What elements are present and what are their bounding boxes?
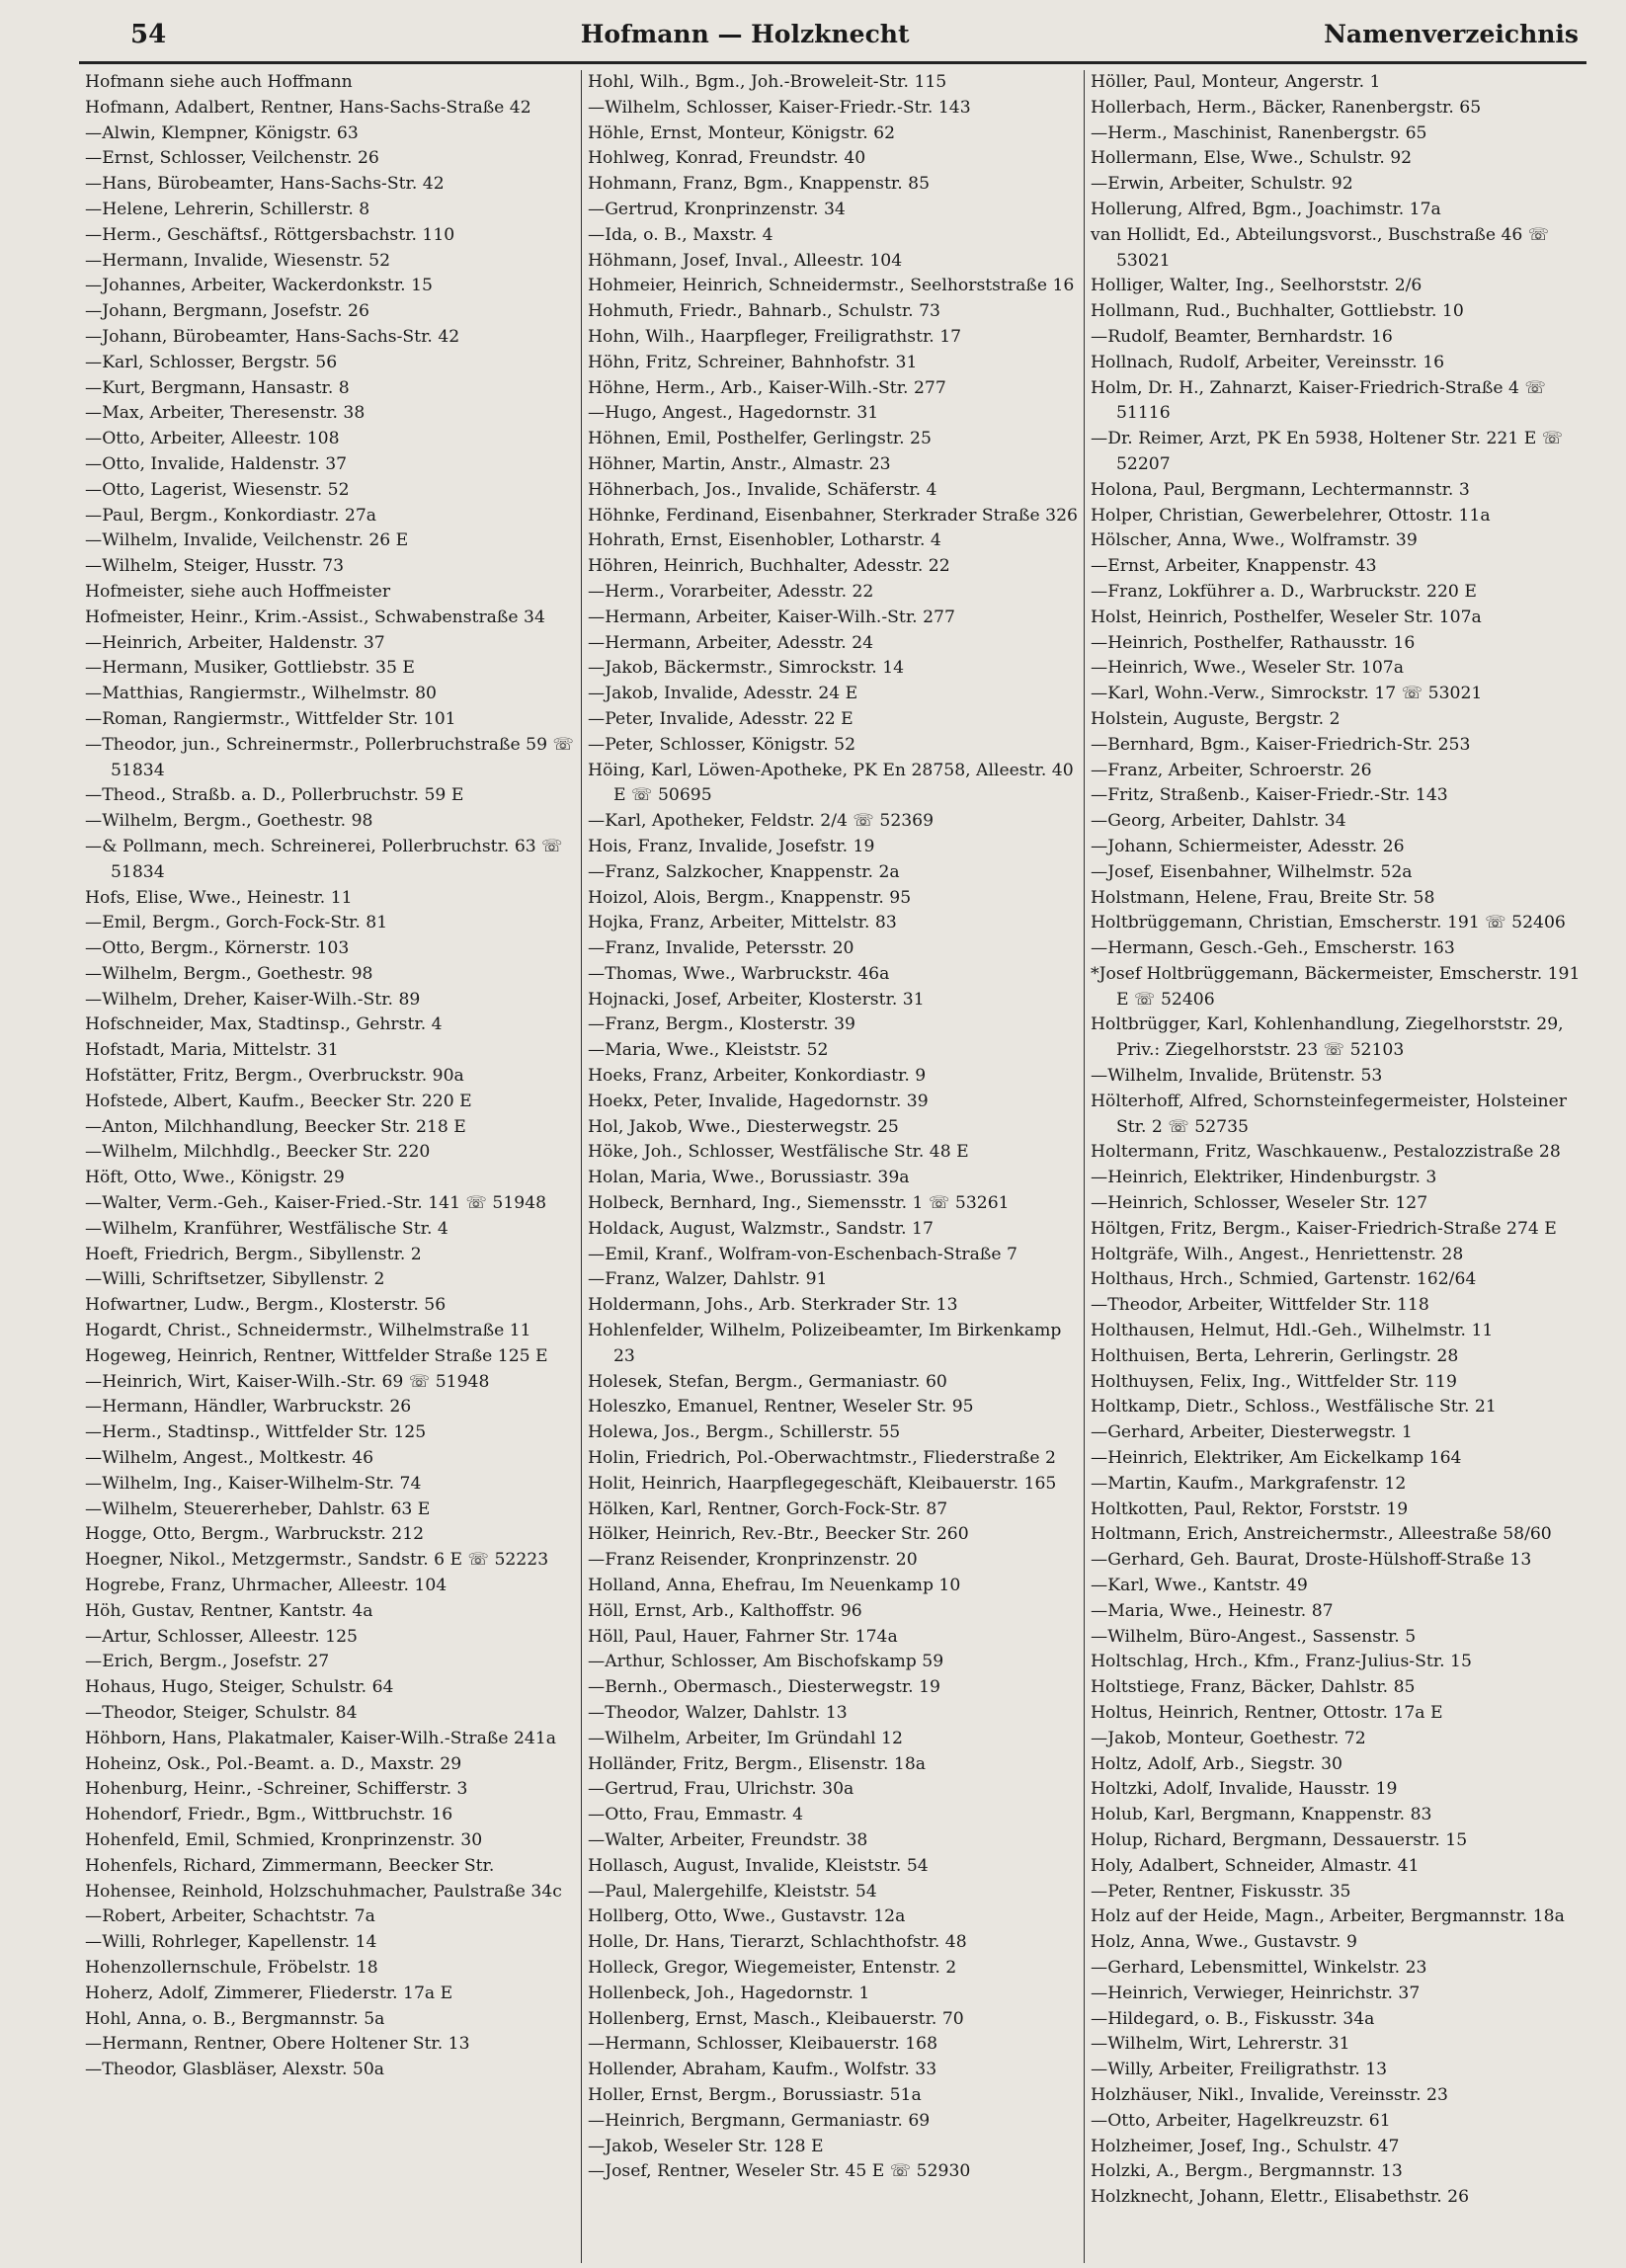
- directory-entry: Holle, Dr. Hans, Tierarzt, Schlachthofstr. 48: [588, 1932, 967, 1953]
- directory-entry: Holtschlag, Hrch., Kfm., Franz-Julius-Str. 15: [1091, 1652, 1472, 1672]
- directory-entry: Holz auf der Heide, Magn., Arbeiter, Bergmannstr. 18a: [1091, 1906, 1565, 1927]
- directory-entry: Hollberg, Otto, Wwe., Gustavstr. 12a: [588, 1906, 906, 1927]
- directory-entry: —Hans, Bürobeamter, Hans-Sachs-Str. 42: [85, 174, 445, 195]
- directory-entry: —Theodor, Steiger, Schulstr. 84: [85, 1703, 358, 1723]
- directory-entry: —Karl, Apotheker, Feldstr. 2/4 ☏ 52369: [588, 811, 935, 832]
- directory-entry: —Hermann, Arbeiter, Adesstr. 24: [588, 632, 874, 653]
- directory-entry: —Wilhelm, Milchhdlg., Beecker Str. 220: [85, 1142, 431, 1163]
- directory-entry: Hofmann siehe auch Hoffmann: [85, 72, 353, 92]
- directory-entry: Holtermann, Fritz, Waschkauenw., Pestalozzistraße 28: [1091, 1142, 1561, 1163]
- directory-entry: —Maria, Wwe., Heinestr. 87: [1091, 1600, 1334, 1621]
- column-2: [581, 70, 1084, 2263]
- directory-entry: —Franz, Invalide, Petersstr. 20: [588, 938, 854, 959]
- directory-entry: Hojka, Franz, Arbeiter, Mittelstr. 83: [588, 913, 897, 933]
- directory-entry: Höing, Karl, Löwen-Apotheke, PK En 28758, Alleestr. 40 E ☏ 50695: [588, 760, 1074, 806]
- directory-entry: Holz, Anna, Wwe., Gustavstr. 9: [1091, 1932, 1357, 1953]
- directory-entry: —Josef, Rentner, Weseler Str. 45 E ☏ 52930: [588, 2161, 971, 2182]
- directory-entry: —Ernst, Schlosser, Veilchenstr. 26: [85, 148, 379, 169]
- directory-entry: Holin, Friedrich, Pol.-Oberwachtmstr., Fliederstraße 2: [588, 1448, 1056, 1469]
- directory-entry: Hofschneider, Max, Stadtinsp., Gehrstr. 4: [85, 1014, 443, 1035]
- directory-entry: —Wilhelm, Bergm., Goethestr. 98: [85, 963, 373, 984]
- directory-entry: Höhn, Fritz, Schreiner, Bahnhofstr. 31: [588, 352, 918, 372]
- directory-entry: Holtstiege, Franz, Bäcker, Dahlstr. 85: [1091, 1677, 1416, 1698]
- directory-entry: Hogeweg, Heinrich, Rentner, Wittfelder Straße 125 E: [85, 1345, 548, 1366]
- directory-entry: Holtkotten, Paul, Rektor, Forststr. 19: [1091, 1498, 1409, 1519]
- directory-entry: —Georg, Arbeiter, Dahlstr. 34: [1091, 811, 1346, 832]
- directory-entry: —Hermann, Gesch.-Geh., Emscherstr. 163: [1091, 938, 1455, 959]
- directory-entry: Höll, Ernst, Arb., Kalthoffstr. 96: [588, 1600, 862, 1621]
- directory-entry: —Paul, Bergm., Konkordiastr. 27a: [85, 505, 377, 526]
- directory-entry: Holup, Richard, Bergmann, Dessauerstr. 15: [1091, 1829, 1468, 1850]
- directory-entry: Holler, Ernst, Bergm., Borussiastr. 51a: [588, 2084, 922, 2105]
- directory-entry: Hollnach, Rudolf, Arbeiter, Vereinsstr. 16: [1091, 352, 1445, 372]
- directory-entry: *Josef Holtbrüggemann, Bäckermeister, Emscherstr. 191 E ☏ 52406: [1091, 963, 1581, 1010]
- directory-entry: —Heinrich, Bergmann, Germaniastr. 69: [588, 2110, 931, 2131]
- directory-entry: Hofmeister, siehe auch Hoffmeister: [85, 581, 391, 602]
- directory-entry: —Robert, Arbeiter, Schachtstr. 7a: [85, 1906, 375, 1927]
- directory-entry: —Otto, Invalide, Haldenstr. 37: [85, 453, 348, 474]
- directory-entry: —Ida, o. B., Maxstr. 4: [588, 224, 773, 245]
- directory-entry: —Theodor, Glasbläser, Alexstr. 50a: [85, 2060, 385, 2080]
- directory-entry: Holona, Paul, Bergmann, Lechtermannstr. 3: [1091, 479, 1470, 500]
- directory-entry: —Franz, Lokführer a. D., Warbruckstr. 220 E: [1091, 581, 1477, 602]
- directory-entry: Holthausen, Helmut, Hdl.-Geh., Wilhelmstr. 11: [1091, 1321, 1494, 1341]
- page-header: [79, 20, 1586, 64]
- directory-entry: —Gerhard, Geh. Baurat, Droste-Hülshoff-Straße 13: [1091, 1550, 1532, 1571]
- directory-entry: Hölken, Karl, Rentner, Gorch-Fock-Str. 87: [588, 1498, 948, 1519]
- directory-entry: Holm, Dr. H., Zahnarzt, Kaiser-Friedrich-Straße 4 ☏ 51116: [1091, 377, 1546, 424]
- directory-entry: —Herm., Maschinist, Ranenbergstr. 65: [1091, 122, 1427, 143]
- directory-entry: Holzknecht, Johann, Elettr., Elisabethstr. 26: [1091, 2187, 1470, 2208]
- directory-entry: Holper, Christian, Gewerbelehrer, Ottostr. 11a: [1091, 505, 1491, 526]
- directory-entry: —Wilhelm, Invalide, Veilchenstr. 26 E: [85, 530, 409, 551]
- directory-entry: —Paul, Malergehilfe, Kleiststr. 54: [588, 1881, 877, 1902]
- directory-entry: —Josef, Eisenbahner, Wilhelmstr. 52a: [1091, 861, 1413, 882]
- directory-entry: Hoizol, Alois, Bergm., Knappenstr. 95: [588, 887, 912, 908]
- directory-entry: —Hermann, Rentner, Obere Holtener Str. 13: [85, 2034, 470, 2055]
- directory-entry: —Willi, Schriftsetzer, Sibyllenstr. 2: [85, 1269, 385, 1290]
- column-1: [79, 70, 581, 2263]
- directory-entry: —Peter, Invalide, Adesstr. 22 E: [588, 708, 854, 729]
- page-number: 54: [130, 20, 167, 49]
- directory-entry: —Wilhelm, Dreher, Kaiser-Wilh.-Str. 89: [85, 989, 421, 1010]
- directory-entry: —Walter, Verm.-Geh., Kaiser-Fried.-Str. 141 ☏ 51948: [85, 1193, 547, 1214]
- directory-entry: Hoeks, Franz, Arbeiter, Konkordiastr. 9: [588, 1066, 927, 1087]
- directory-entry: —Fritz, Straßenb., Kaiser-Friedr.-Str. 143: [1091, 785, 1448, 806]
- directory-entry: Holub, Karl, Bergmann, Knappenstr. 83: [1091, 1805, 1432, 1825]
- directory-entry: —Karl, Schlosser, Bergstr. 56: [85, 352, 338, 372]
- directory-entry: —Ernst, Arbeiter, Knappenstr. 43: [1091, 556, 1377, 577]
- directory-entry: Hohmuth, Friedr., Bahnarb., Schulstr. 73: [588, 301, 940, 322]
- directory-entry: Höhle, Ernst, Monteur, Königstr. 62: [588, 122, 896, 143]
- directory-entry: —Dr. Reimer, Arzt, PK En 5938, Holtener Str. 221 E ☏ 52207: [1091, 429, 1564, 474]
- directory-entry: Hohn, Wilh., Haarpfleger, Freiligrathstr. 17: [588, 326, 962, 347]
- directory-entry: —Otto, Bergm., Körnerstr. 103: [85, 938, 350, 959]
- directory-entry: —Gertrud, Kronprinzenstr. 34: [588, 199, 846, 219]
- directory-entry: Holbeck, Bernhard, Ing., Siemensstr. 1 ☏ 53261: [588, 1193, 1010, 1214]
- directory-entry: —Wilhelm, Bergm., Goethestr. 98: [85, 811, 373, 832]
- directory-entry: —Johann, Schiermeister, Adesstr. 26: [1091, 836, 1405, 856]
- directory-entry: Holtbrüggemann, Christian, Emscherstr. 191 ☏ 52406: [1091, 913, 1566, 933]
- directory-entry: —Franz, Salzkocher, Knappenstr. 2a: [588, 861, 900, 882]
- directory-entry: —Maria, Wwe., Kleiststr. 52: [588, 1040, 829, 1061]
- directory-entry: Hojnacki, Josef, Arbeiter, Klosterstr. 31: [588, 989, 925, 1010]
- directory-entry: Holstmann, Helene, Frau, Breite Str. 58: [1091, 887, 1435, 908]
- directory-entry: —Theodor, Walzer, Dahlstr. 13: [588, 1703, 848, 1723]
- directory-entry: Holtkamp, Dietr., Schloss., Westfälische Str. 21: [1091, 1397, 1497, 1418]
- directory-entry: Holzki, A., Bergm., Bergmannstr. 13: [1091, 2161, 1403, 2182]
- directory-entry: Holan, Maria, Wwe., Borussiastr. 39a: [588, 1168, 910, 1188]
- directory-entry: van Hollidt, Ed., Abteilungsvorst., Buschstraße 46 ☏ 53021: [1091, 224, 1550, 271]
- directory-entry: —Arthur, Schlosser, Am Bischofskamp 59: [588, 1652, 944, 1672]
- directory-entry: —Franz, Walzer, Dahlstr. 91: [588, 1269, 828, 1290]
- directory-entry: Höhnke, Ferdinand, Eisenbahner, Sterkrader Straße 326: [588, 505, 1078, 526]
- directory-entry: Hollenberg, Ernst, Masch., Kleibauerstr. 70: [588, 2008, 964, 2029]
- directory-entry: —Jakob, Monteur, Goethestr. 72: [1091, 1728, 1366, 1748]
- directory-entry: —Hildegard, o. B., Fiskusstr. 34a: [1091, 2008, 1375, 2029]
- directory-entry: —Johannes, Arbeiter, Wackerdonkstr. 15: [85, 276, 433, 296]
- directory-entry: Holst, Heinrich, Posthelfer, Weseler Str. 107a: [1091, 607, 1482, 627]
- directory-entry: —Franz, Bergm., Klosterstr. 39: [588, 1014, 855, 1035]
- directory-entry: Hofstätter, Fritz, Bergm., Overbruckstr. 90a: [85, 1066, 464, 1087]
- directory-entry: —Franz, Arbeiter, Schroerstr. 26: [1091, 760, 1372, 780]
- directory-entry: —Wilhelm, Schlosser, Kaiser-Friedr.-Str. 143: [588, 97, 971, 118]
- directory-entry: —Hermann, Schlosser, Kleibauerstr. 168: [588, 2034, 938, 2055]
- directory-entry: Holthuisen, Berta, Lehrerin, Gerlingstr. 28: [1091, 1345, 1459, 1366]
- page-title: Hofmann — Holzknecht: [580, 20, 910, 48]
- directory-entry: Hollerbach, Herm., Bäcker, Ranenbergstr. 65: [1091, 97, 1482, 118]
- directory-entry: Hohenfeld, Emil, Schmied, Kronprinzenstr. 30: [85, 1829, 483, 1850]
- directory-entry: Hoeft, Friedrich, Bergm., Sibyllenstr. 2: [85, 1244, 422, 1264]
- directory-entry: —Theodor, Arbeiter, Wittfelder Str. 118: [1091, 1295, 1429, 1316]
- directory-entry: Holland, Anna, Ehefrau, Im Neuenkamp 10: [588, 1576, 961, 1596]
- directory-entry: Holländer, Fritz, Bergm., Elisenstr. 18a: [588, 1753, 927, 1774]
- directory-entry: Holstein, Auguste, Bergstr. 2: [1091, 708, 1341, 729]
- directory-entry: Holdack, August, Walzmstr., Sandstr. 17: [588, 1218, 934, 1239]
- directory-entry: Hohrath, Ernst, Eisenhobler, Lotharstr. 4: [588, 530, 941, 551]
- directory-entry: Hohl, Anna, o. B., Bergmannstr. 5a: [85, 2008, 385, 2029]
- directory-entry: Holtzki, Adolf, Invalide, Hausstr. 19: [1091, 1779, 1398, 1800]
- directory-entry: —Hugo, Angest., Hagedornstr. 31: [588, 403, 879, 424]
- directory-entry: —Bernhard, Bgm., Kaiser-Friedrich-Str. 253: [1091, 734, 1471, 755]
- directory-entry: Holdermann, Johs., Arb. Sterkrader Str. 13: [588, 1295, 958, 1316]
- directory-entry: —Wilhelm, Arbeiter, Im Gründahl 12: [588, 1728, 903, 1748]
- directory-entry: Hogrebe, Franz, Uhrmacher, Alleestr. 104: [85, 1576, 447, 1596]
- directory-entry: Holleck, Gregor, Wiegemeister, Entenstr. 2: [588, 1957, 957, 1978]
- directory-entry: Holewa, Jos., Bergm., Schillerstr. 55: [588, 1422, 901, 1443]
- directory-entry: Höltgen, Fritz, Bergm., Kaiser-Friedrich-Straße 274 E: [1091, 1218, 1557, 1239]
- directory-entry: —Wilhelm, Ing., Kaiser-Wilhelm-Str. 74: [85, 1473, 422, 1494]
- directory-entry: —Peter, Schlosser, Königstr. 52: [588, 734, 856, 755]
- directory-entry: —Willy, Arbeiter, Freiligrathstr. 13: [1091, 2060, 1388, 2080]
- directory-entry: —Karl, Wohn.-Verw., Simrockstr. 17 ☏ 53021: [1091, 684, 1483, 704]
- directory-entry: Hogardt, Christ., Schneidermstr., Wilhelmstraße 11: [85, 1321, 531, 1341]
- directory-entry: Höft, Otto, Wwe., Königstr. 29: [85, 1168, 345, 1188]
- directory-entry: —Johann, Bergmann, Josefstr. 26: [85, 301, 369, 322]
- directory-entry: —Heinrich, Verwieger, Heinrichstr. 37: [1091, 1983, 1421, 2003]
- directory-entry: Hogge, Otto, Bergm., Warbruckstr. 212: [85, 1524, 425, 1545]
- directory-entry: —Alwin, Klempner, Königstr. 63: [85, 122, 359, 143]
- directory-entry: —Wilhelm, Angest., Moltkestr. 46: [85, 1448, 374, 1469]
- directory-entry: Höke, Joh., Schlosser, Westfälische Str. 48 E: [588, 1142, 969, 1163]
- directory-entry: —Matthias, Rangiermstr., Wilhelmstr. 80: [85, 684, 437, 704]
- directory-entry: Hoheinz, Osk., Pol.-Beamt. a. D., Maxstr. 29: [85, 1753, 462, 1774]
- directory-entry: —Artur, Schlosser, Alleestr. 125: [85, 1626, 358, 1647]
- directory-entry: Holtbrügger, Karl, Kohlenhandlung, Ziegelhorststr. 29, Priv.: Ziegelhorststr. 23 ☏ 52103: [1091, 1014, 1564, 1061]
- directory-entry: Hölker, Heinrich, Rev.-Btr., Beecker Str. 260: [588, 1524, 969, 1545]
- directory-entry: Hoherz, Adolf, Zimmerer, Fliederstr. 17a E: [85, 1983, 453, 2003]
- directory-entry: Hohaus, Hugo, Steiger, Schulstr. 64: [85, 1677, 394, 1698]
- directory-entry: —Thomas, Wwe., Warbruckstr. 46a: [588, 963, 890, 984]
- directory-entry: Hoegner, Nikol., Metzgermstr., Sandstr. 6 E ☏ 52223: [85, 1550, 549, 1571]
- directory-entry: Höhnen, Emil, Posthelfer, Gerlingstr. 25: [588, 429, 932, 449]
- directory-entry: Hofstede, Albert, Kaufm., Beecker Str. 220 E: [85, 1091, 472, 1111]
- directory-entry: —Hermann, Händler, Warbruckstr. 26: [85, 1397, 412, 1418]
- directory-entry: —Wilhelm, Wirt, Lehrerstr. 31: [1091, 2034, 1350, 2055]
- directory-entry: —Emil, Bergm., Gorch-Fock-Str. 81: [85, 913, 388, 933]
- directory-entry: —Helene, Lehrerin, Schillerstr. 8: [85, 199, 370, 219]
- directory-entry: —Theodor, jun., Schreinermstr., Pollerbruchstraße 59 ☏ 51834: [85, 734, 574, 780]
- directory-entry: —Hermann, Arbeiter, Kaiser-Wilh.-Str. 277: [588, 607, 955, 627]
- directory-entry: —Max, Arbeiter, Theresenstr. 38: [85, 403, 366, 424]
- directory-entry: Hollenbeck, Joh., Hagedornstr. 1: [588, 1983, 870, 2003]
- directory-entry: —Anton, Milchhandlung, Beecker Str. 218 E: [85, 1116, 466, 1137]
- directory-entry: Hoekx, Peter, Invalide, Hagedornstr. 39: [588, 1091, 929, 1111]
- directory-entry: —Kurt, Bergmann, Hansastr. 8: [85, 377, 350, 398]
- directory-entry: —Walter, Arbeiter, Freundstr. 38: [588, 1829, 868, 1850]
- directory-entry: —Franz Reisender, Kronprinzenstr. 20: [588, 1550, 918, 1571]
- directory-entry: —Wilhelm, Invalide, Brütenstr. 53: [1091, 1066, 1383, 1087]
- directory-entry: Holliger, Walter, Ing., Seelhorststr. 2/6: [1091, 276, 1423, 296]
- directory-entry: —Otto, Frau, Emmastr. 4: [588, 1805, 804, 1825]
- directory-entry: Hois, Franz, Invalide, Josefstr. 19: [588, 836, 875, 856]
- directory-entry: Höhne, Herm., Arb., Kaiser-Wilh.-Str. 277: [588, 377, 946, 398]
- directory-entry: —Jakob, Invalide, Adesstr. 24 E: [588, 684, 858, 704]
- directory-entry: Höhren, Heinrich, Buchhalter, Adesstr. 22: [588, 556, 950, 577]
- directory-entry: Hollmann, Rud., Buchhalter, Gottliebstr. 10: [1091, 301, 1464, 322]
- directory-entry: Hofwartner, Ludw., Bergm., Klosterstr. 56: [85, 1295, 447, 1316]
- directory-entry: —& Pollmann, mech. Schreinerei, Pollerbruchstr. 63 ☏ 51834: [85, 836, 563, 882]
- directory-entry: —Roman, Rangiermstr., Wittfelder Str. 101: [85, 708, 456, 729]
- directory-entry: —Wilhelm, Büro-Angest., Sassenstr. 5: [1091, 1626, 1417, 1647]
- directory-entry: Hölterhoff, Alfred, Schornsteinfegermeister, Holsteiner Str. 2 ☏ 52735: [1091, 1091, 1567, 1137]
- directory-entry: Holzheimer, Josef, Ing., Schulstr. 47: [1091, 2136, 1400, 2156]
- directory-entry: —Heinrich, Posthelfer, Rathausstr. 16: [1091, 632, 1416, 653]
- directory-entry: Hohenzollernschule, Fröbelstr. 18: [85, 1957, 378, 1978]
- directory-entry: Holtmann, Erich, Anstreichermstr., Alleestraße 58/60: [1091, 1524, 1552, 1545]
- directory-entry: Hohmann, Franz, Bgm., Knappenstr. 85: [588, 174, 931, 195]
- directory-entry: Hohenfels, Richard, Zimmermann, Beecker Str.: [85, 1855, 495, 1876]
- directory-entry: Hohendorf, Friedr., Bgm., Wittbruchstr. 16: [85, 1805, 453, 1825]
- directory-entry: —Karl, Wwe., Kantstr. 49: [1091, 1576, 1308, 1596]
- directory-columns: [79, 64, 1586, 2263]
- directory-entry: —Heinrich, Schlosser, Weseler Str. 127: [1091, 1193, 1428, 1214]
- directory-entry: Höller, Paul, Monteur, Angerstr. 1: [1091, 72, 1381, 92]
- directory-entry: Hollerung, Alfred, Bgm., Joachimstr. 17a: [1091, 199, 1441, 219]
- directory-entry: —Jakob, Bäckermstr., Simrockstr. 14: [588, 658, 905, 679]
- directory-entry: Höll, Paul, Hauer, Fahrner Str. 174a: [588, 1626, 898, 1647]
- directory-entry: —Heinrich, Wwe., Weseler Str. 107a: [1091, 658, 1404, 679]
- directory-entry: Hollermann, Else, Wwe., Schulstr. 92: [1091, 148, 1413, 169]
- directory-entry: Hohlenfelder, Wilhelm, Polizeibeamter, Im Birkenkamp 23: [588, 1321, 1062, 1366]
- directory-entry: —Peter, Rentner, Fiskusstr. 35: [1091, 1881, 1351, 1902]
- directory-entry: Hofmeister, Heinr., Krim.-Assist., Schwabenstraße 34: [85, 607, 545, 627]
- directory-entry: Hofstadt, Maria, Mittelstr. 31: [85, 1040, 339, 1061]
- directory-entry: Höh, Gustav, Rentner, Kantstr. 4a: [85, 1600, 373, 1621]
- directory-entry: —Gerhard, Lebensmittel, Winkelstr. 23: [1091, 1957, 1427, 1978]
- directory-entry: Höhmann, Josef, Inval., Alleestr. 104: [588, 250, 903, 271]
- directory-entry: Höhborn, Hans, Plakatmaler, Kaiser-Wilh.-Straße 241a: [85, 1728, 557, 1748]
- directory-entry: Hollender, Abraham, Kaufm., Wolfstr. 33: [588, 2060, 937, 2080]
- directory-entry: Holthaus, Hrch., Schmied, Gartenstr. 162/64: [1091, 1269, 1477, 1290]
- directory-entry: Holzhäuser, Nikl., Invalide, Vereinsstr. 23: [1091, 2084, 1448, 2105]
- directory-entry: —Gerhard, Arbeiter, Diesterwegstr. 1: [1091, 1422, 1413, 1443]
- directory-entry: Holy, Adalbert, Schneider, Almastr. 41: [1091, 1855, 1420, 1876]
- directory-entry: Holtgräfe, Wilh., Angest., Henriettenstr. 28: [1091, 1244, 1464, 1264]
- directory-entry: —Gertrud, Frau, Ulrichstr. 30a: [588, 1779, 854, 1800]
- directory-entry: Höhnerbach, Jos., Invalide, Schäferstr. 4: [588, 479, 937, 500]
- directory-entry: —Otto, Lagerist, Wiesenstr. 52: [85, 479, 350, 500]
- directory-entry: —Wilhelm, Steiger, Husstr. 73: [85, 556, 345, 577]
- column-3: [1084, 70, 1586, 2263]
- directory-entry: Hohl, Wilh., Bgm., Joh.-Broweleit-Str. 115: [588, 72, 947, 92]
- directory-entry: Höhner, Martin, Anstr., Almastr. 23: [588, 453, 891, 474]
- directory-entry: —Willi, Rohrleger, Kapellenstr. 14: [85, 1932, 377, 1953]
- directory-entry: —Rudolf, Beamter, Bernhardstr. 16: [1091, 326, 1393, 347]
- directory-entry: Holtus, Heinrich, Rentner, Ottostr. 17a E: [1091, 1703, 1443, 1723]
- directory-entry: Holtz, Adolf, Arb., Siegstr. 30: [1091, 1753, 1342, 1774]
- directory-entry: —Johann, Bürobeamter, Hans-Sachs-Str. 42: [85, 326, 460, 347]
- directory-entry: Hofs, Elise, Wwe., Heinestr. 11: [85, 887, 353, 908]
- directory-entry: Hohenburg, Heinr., -Schreiner, Schifferstr. 3: [85, 1779, 468, 1800]
- directory-entry: Hofmann, Adalbert, Rentner, Hans-Sachs-Straße 42: [85, 97, 531, 118]
- directory-entry: —Herm., Geschäftsf., Röttgersbachstr. 110: [85, 224, 455, 245]
- directory-entry: —Otto, Arbeiter, Hagelkreuzstr. 61: [1091, 2110, 1391, 2131]
- directory-entry: Hol, Jakob, Wwe., Diesterwegstr. 25: [588, 1116, 899, 1137]
- directory-entry: —Hermann, Invalide, Wiesenstr. 52: [85, 250, 391, 271]
- directory-entry: —Heinrich, Wirt, Kaiser-Wilh.-Str. 69 ☏ 51948: [85, 1371, 490, 1392]
- directory-entry: —Martin, Kaufm., Markgrafenstr. 12: [1091, 1473, 1407, 1494]
- directory-entry: Hohensee, Reinhold, Holzschuhmacher, Paulstraße 34c: [85, 1881, 562, 1902]
- section-title: Namenverzeichnis: [1324, 20, 1579, 48]
- directory-entry: —Heinrich, Elektriker, Am Eickelkamp 164: [1091, 1448, 1462, 1469]
- directory-entry: —Heinrich, Elektriker, Hindenburgstr. 3: [1091, 1168, 1437, 1188]
- directory-entry: —Herm., Vorarbeiter, Adesstr. 22: [588, 581, 874, 602]
- directory-entry: Holthuysen, Felix, Ing., Wittfelder Str. 119: [1091, 1371, 1457, 1392]
- directory-entry: Holeszko, Emanuel, Rentner, Weseler Str. 95: [588, 1397, 974, 1418]
- directory-entry: Holesek, Stefan, Bergm., Germaniastr. 60: [588, 1371, 947, 1392]
- directory-entry: Hohlweg, Konrad, Freundstr. 40: [588, 148, 866, 169]
- directory-entry: —Herm., Stadtinsp., Wittfelder Str. 125: [85, 1422, 427, 1443]
- directory-entry: Hohmeier, Heinrich, Schneidermstr., Seelhorststraße 16: [588, 276, 1075, 296]
- directory-entry: —Emil, Kranf., Wolfram-von-Eschenbach-Straße 7: [588, 1244, 1017, 1264]
- directory-entry: —Jakob, Weseler Str. 128 E: [588, 2136, 824, 2156]
- directory-entry: —Otto, Arbeiter, Alleestr. 108: [85, 429, 340, 449]
- directory-entry: —Wilhelm, Steuererheber, Dahlstr. 63 E: [85, 1498, 431, 1519]
- directory-entry: —Theod., Straßb. a. D., Pollerbruchstr. 59 E: [85, 785, 464, 806]
- directory-entry: Holit, Heinrich, Haarpflegegeschäft, Kleibauerstr. 165: [588, 1473, 1057, 1494]
- directory-entry: —Wilhelm, Kranführer, Westfälische Str. 4: [85, 1218, 448, 1239]
- directory-entry: —Bernh., Obermasch., Diesterwegstr. 19: [588, 1677, 940, 1698]
- directory-entry: Hollasch, August, Invalide, Kleiststr. 54: [588, 1855, 929, 1876]
- directory-entry: —Erwin, Arbeiter, Schulstr. 92: [1091, 174, 1353, 195]
- directory-entry: —Heinrich, Arbeiter, Haldenstr. 37: [85, 632, 385, 653]
- directory-entry: —Hermann, Musiker, Gottliebstr. 35 E: [85, 658, 415, 679]
- directory-entry: Hölscher, Anna, Wwe., Wolframstr. 39: [1091, 530, 1418, 551]
- directory-entry: —Erich, Bergm., Josefstr. 27: [85, 1652, 330, 1672]
